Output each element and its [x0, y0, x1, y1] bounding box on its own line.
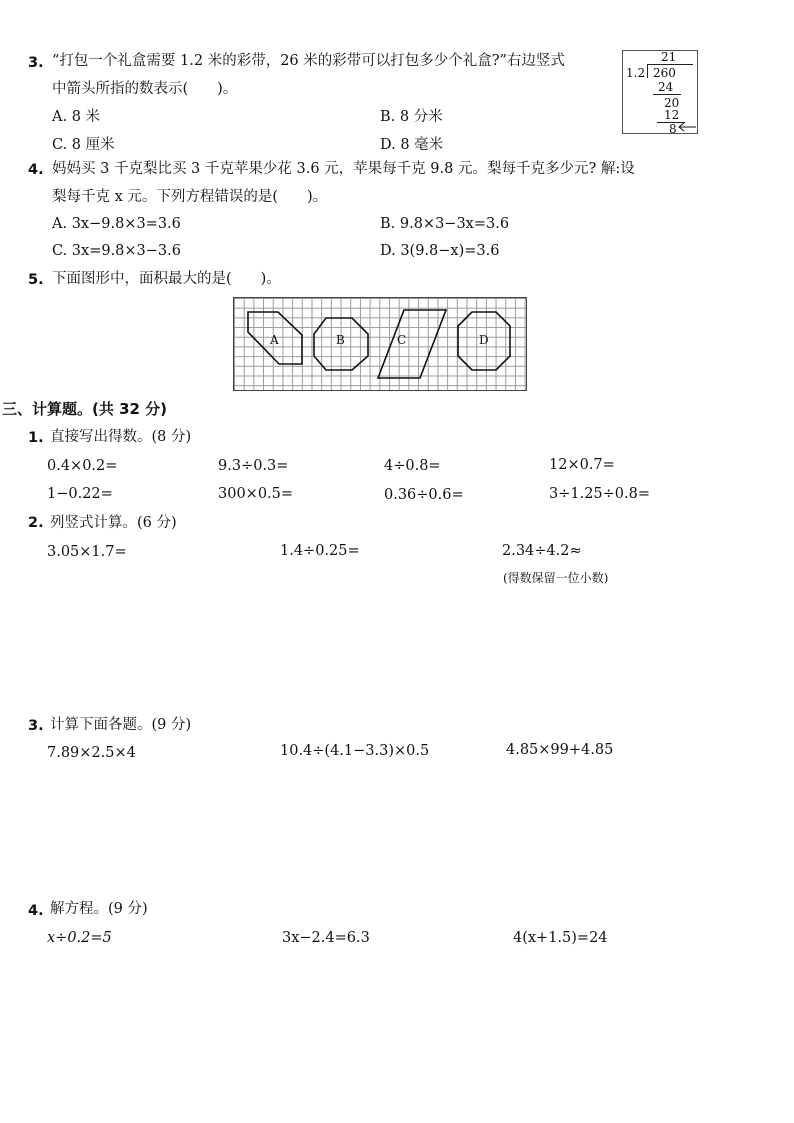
p1-item-3: 4÷0.8=	[384, 458, 441, 474]
p4-number: 4.	[28, 903, 44, 919]
p3-title: 计算下面各题。(9 分)	[50, 717, 192, 733]
p2-item-3: 2.34÷4.2≈	[502, 543, 582, 559]
shape-c	[378, 310, 446, 378]
division-dividend: 260	[653, 66, 676, 80]
division-remainder: 8	[669, 122, 677, 136]
p1-item-6: 300×0.5=	[218, 486, 294, 502]
division-step-3: 12	[664, 108, 680, 122]
p2-number: 2.	[28, 515, 44, 531]
p1-item-8: 3÷1.25÷0.8=	[549, 486, 651, 502]
q3-long-division-figure	[622, 50, 698, 134]
shape-label-c[interactable]: C	[397, 333, 407, 347]
p3-item-3: 4.85×99+4.85	[506, 742, 614, 758]
shape-label-a[interactable]: A	[270, 333, 279, 347]
q3-option-a[interactable]: A. 8 米	[52, 109, 101, 125]
q5-shape-grid	[233, 297, 527, 391]
q3-number: 3.	[28, 55, 44, 71]
p1-item-1: 0.4×0.2=	[47, 458, 118, 474]
p2-item-1: 3.05×1.7=	[47, 544, 127, 560]
shape-label-b[interactable]: B	[336, 333, 345, 347]
q4-text-line2: 梨每千克 x 元。下列方程错误的是( )。	[52, 189, 328, 205]
p3-number: 3.	[28, 718, 44, 734]
p3-item-2: 10.4÷(4.1−3.3)×0.5	[280, 743, 430, 759]
division-quotient: 21	[661, 50, 677, 64]
q4-option-a[interactable]: A. 3x−9.8×3=3.6	[52, 216, 181, 232]
division-step-1: 24	[658, 80, 674, 94]
p1-item-5: 1−0.22=	[47, 486, 113, 502]
q4-number: 4.	[28, 162, 44, 178]
p2-title: 列竖式计算。(6 分)	[50, 515, 177, 531]
q3-text-line1: “打包一个礼盒需要 1.2 米的彩带，26 米的彩带可以打包多少个礼盒?”右边竖式	[52, 53, 565, 69]
p1-title: 直接写出得数。(8 分)	[50, 429, 192, 445]
q5-text: 下面图形中，面积最大的是( )。	[52, 271, 281, 287]
q4-text-line1: 妈妈买 3 千克梨比买 3 千克苹果少花 3.6 元，苹果每千克 9.8 元。梨每千克多少元? 解:设	[52, 161, 635, 177]
q5-number: 5.	[28, 272, 44, 288]
q4-option-d[interactable]: D. 3(9.8−x)=3.6	[380, 243, 500, 259]
division-divisor: 1.2	[626, 66, 646, 80]
p4-item-3: 4(x+1.5)=24	[513, 930, 608, 946]
arrow-left-icon	[677, 121, 697, 133]
division-step-2: 20	[664, 96, 680, 110]
q3-text-line2: 中箭头所指的数表示( )。	[52, 81, 238, 97]
p3-item-1: 7.89×2.5×4	[47, 745, 136, 761]
division-bracket	[647, 64, 648, 78]
q4-option-c[interactable]: C. 3x=9.8×3−3.6	[52, 243, 181, 259]
p4-item-1: x÷0.2=5	[47, 930, 112, 946]
p2-note: (得数保留一位小数)	[503, 571, 609, 585]
p1-item-2: 9.3÷0.3=	[218, 458, 289, 474]
q3-option-b[interactable]: B. 8 分米	[380, 109, 443, 125]
shape-label-d[interactable]: D	[479, 333, 489, 347]
p2-item-2: 1.4÷0.25=	[280, 543, 360, 559]
p4-title: 解方程。(9 分)	[50, 901, 148, 917]
q4-option-b[interactable]: B. 9.8×3−3x=3.6	[380, 216, 510, 232]
p1-number: 1.	[28, 430, 44, 446]
q3-option-c[interactable]: C. 8 厘米	[52, 137, 115, 153]
p1-item-4: 12×0.7=	[549, 457, 615, 473]
p1-item-7: 0.36÷0.6=	[384, 487, 464, 503]
p4-item-2: 3x−2.4=6.3	[282, 930, 370, 946]
section-3-title: 三、计算题。(共 32 分)	[2, 400, 168, 418]
q3-option-d[interactable]: D. 8 毫米	[380, 137, 444, 153]
